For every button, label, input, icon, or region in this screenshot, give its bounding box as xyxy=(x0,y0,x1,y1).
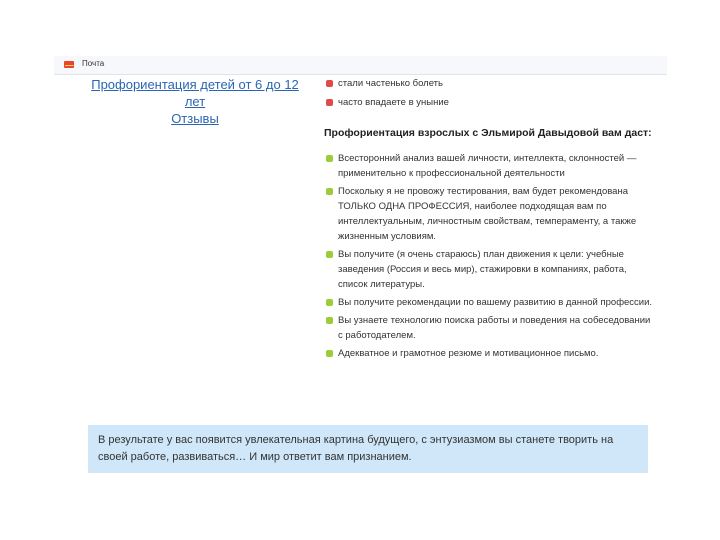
list-item xyxy=(324,346,654,361)
benefits-list xyxy=(324,151,654,361)
problems-list xyxy=(324,76,654,110)
list-item xyxy=(324,76,654,91)
section-title: Профориентация взрослых с Эльмирой Давыдовой вам даст: xyxy=(324,127,652,139)
list-item-text: Поскольку я не провожу тестирования, вам будет рекомендована ТОЛЬКО ОДНА ПРОФЕССИЯ, наиболее подходящая вам по интеллектуальным, личностным свойствам, темпераменту, а также жизненным условиям. xyxy=(338,186,637,242)
green-bullet-icon xyxy=(326,317,333,324)
red-bullet-icon xyxy=(326,99,333,106)
green-bullet-icon xyxy=(326,251,333,258)
list-item xyxy=(324,95,654,110)
green-bullet-icon xyxy=(326,155,333,162)
list-item-text: Всесторонний анализ вашей личности, интеллекта, склонностей — применительно к профессиональной деятельности xyxy=(338,153,637,179)
list-item xyxy=(324,313,654,343)
list-item-text: стали частенько болеть xyxy=(338,78,443,89)
list-item xyxy=(324,184,654,244)
red-bullet-icon xyxy=(326,80,333,87)
list-item-text: Вы узнаете технологию поиска работы и поведения на собеседовании с работодателем. xyxy=(338,315,651,341)
list-item-text: Адекватное и грамотное резюме и мотивационное письмо. xyxy=(338,348,599,359)
green-bullet-icon xyxy=(326,350,333,357)
mail-icon[interactable] xyxy=(64,61,74,68)
list-item-text: Вы получите (я очень стараюсь) план движения к цели: учебные заведения (Россия и весь мир), стажировки в компаниях, работа, список литературы. xyxy=(338,249,627,290)
green-bullet-icon xyxy=(326,299,333,306)
list-item xyxy=(324,247,654,292)
list-item xyxy=(324,295,654,310)
link-children-career-guidance[interactable]: Профориентация детей от 6 до 12 лет xyxy=(91,77,299,109)
list-item-text: часто впадаете в уныние xyxy=(338,97,449,108)
toolbar-mail-label[interactable]: Почта xyxy=(82,59,105,68)
left-nav xyxy=(80,76,310,127)
result-banner: В результате у вас появится увлекательная картина будущего, с энтузиазмом вы станете творить на своей работе, развиваться… И мир ответит вам признанием. xyxy=(88,425,648,473)
link-reviews[interactable]: Отзывы xyxy=(171,111,219,126)
main-content xyxy=(324,76,654,364)
toolbar xyxy=(54,56,667,75)
content-frame xyxy=(54,56,667,486)
green-bullet-icon xyxy=(326,188,333,195)
list-item xyxy=(324,151,654,181)
list-item-text: Вы получите рекомендации по вашему развитию в данной профессии. xyxy=(338,297,653,308)
